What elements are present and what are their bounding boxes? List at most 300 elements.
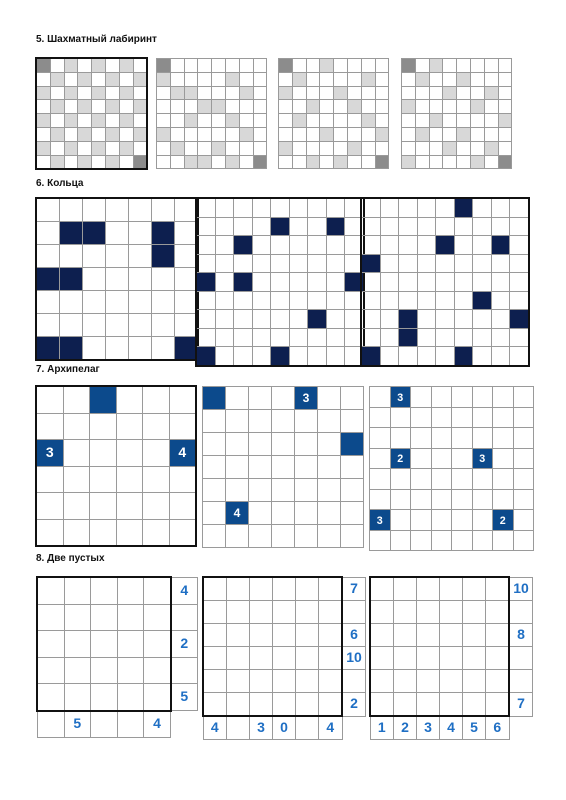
grid-cell[interactable] xyxy=(215,273,234,292)
grid-cell[interactable] xyxy=(341,479,364,502)
grid-cell[interactable] xyxy=(440,624,463,647)
grid-cell[interactable] xyxy=(37,100,51,114)
grid-cell[interactable] xyxy=(361,114,375,128)
grid-cell[interactable] xyxy=(380,217,399,236)
grid-cell[interactable] xyxy=(273,647,296,670)
grid-cell[interactable] xyxy=(417,693,440,717)
grid-cell[interactable] xyxy=(91,684,118,711)
grid-cell[interactable] xyxy=(498,100,512,114)
grid-cell[interactable] xyxy=(295,433,318,456)
grid-cell[interactable] xyxy=(226,525,249,548)
grid-cell[interactable] xyxy=(394,647,417,670)
grid-cell[interactable] xyxy=(226,387,249,410)
grid-cell[interactable] xyxy=(152,337,175,360)
grid-cell[interactable] xyxy=(37,337,60,360)
grid-cell[interactable] xyxy=(203,525,226,548)
grid-cell[interactable] xyxy=(362,273,381,292)
grid-cell[interactable] xyxy=(394,693,417,717)
grid-cell[interactable] xyxy=(440,693,463,717)
grid-cell[interactable] xyxy=(170,127,184,141)
grid-cell[interactable] xyxy=(431,448,452,469)
grid-cell[interactable] xyxy=(252,199,271,218)
grid-cell[interactable] xyxy=(78,100,92,114)
grid-cell[interactable] xyxy=(443,100,457,114)
grid-cell[interactable] xyxy=(341,525,364,548)
grid-cell[interactable] xyxy=(362,291,381,310)
grid-cell[interactable] xyxy=(399,273,418,292)
grid-cell[interactable] xyxy=(64,86,78,100)
grid-cell[interactable] xyxy=(198,59,212,73)
grid-cell[interactable] xyxy=(252,347,271,366)
grid-cell[interactable] xyxy=(362,310,381,329)
grid-cell[interactable] xyxy=(380,254,399,273)
grid-cell[interactable] xyxy=(289,236,308,255)
grid-cell[interactable] xyxy=(133,86,147,100)
grid-cell[interactable] xyxy=(457,100,471,114)
grid-cell[interactable] xyxy=(452,510,473,531)
grid-cell[interactable] xyxy=(144,604,171,631)
grid-cell[interactable] xyxy=(129,268,152,291)
grid-cell[interactable] xyxy=(411,510,432,531)
grid-cell[interactable] xyxy=(143,466,170,493)
grid-cell[interactable] xyxy=(472,428,493,449)
grid-cell[interactable] xyxy=(289,217,308,236)
grid-cell[interactable] xyxy=(472,530,493,551)
grid-cell[interactable] xyxy=(133,155,147,169)
grid-cell[interactable] xyxy=(198,141,212,155)
grid-cell[interactable] xyxy=(486,693,510,717)
grid-cell[interactable] xyxy=(454,199,473,218)
grid-cell[interactable] xyxy=(184,86,198,100)
grid-cell[interactable] xyxy=(78,127,92,141)
grid-cell[interactable] xyxy=(436,347,455,366)
grid-cell[interactable] xyxy=(249,479,272,502)
grid-cell[interactable] xyxy=(463,647,486,670)
grid-cell[interactable] xyxy=(472,448,493,469)
grid-cell[interactable] xyxy=(491,291,510,310)
grid-cell[interactable] xyxy=(491,217,510,236)
grid-cell[interactable] xyxy=(250,670,273,693)
grid-cell[interactable] xyxy=(272,479,295,502)
grid-cell[interactable] xyxy=(292,100,306,114)
grid-cell[interactable] xyxy=(454,347,473,366)
grid-cell[interactable] xyxy=(37,59,51,73)
grid-cell[interactable] xyxy=(320,114,334,128)
grid-cell[interactable] xyxy=(289,199,308,218)
grid-cell[interactable] xyxy=(457,127,471,141)
grid-cell[interactable] xyxy=(116,387,143,414)
grid-cell[interactable] xyxy=(390,428,411,449)
grid-cell[interactable] xyxy=(498,86,512,100)
grid-cell[interactable] xyxy=(197,273,216,292)
grid-cell[interactable] xyxy=(215,217,234,236)
grid-cell[interactable] xyxy=(399,347,418,366)
grid-cell[interactable] xyxy=(203,577,227,601)
grid-cell[interactable] xyxy=(119,59,133,73)
grid-cell[interactable] xyxy=(239,114,253,128)
grid-cell[interactable] xyxy=(253,72,267,86)
grid-cell[interactable] xyxy=(92,100,106,114)
grid-cell[interactable] xyxy=(253,100,267,114)
grid-cell[interactable] xyxy=(184,114,198,128)
grid-cell[interactable] xyxy=(92,86,106,100)
grid-cell[interactable] xyxy=(361,72,375,86)
grid-cell[interactable] xyxy=(292,59,306,73)
grid-cell[interactable] xyxy=(271,199,290,218)
grid-cell[interactable] xyxy=(375,127,389,141)
grid-cell[interactable] xyxy=(239,100,253,114)
grid-cell[interactable] xyxy=(491,254,510,273)
grid-cell[interactable] xyxy=(375,114,389,128)
grid-cell[interactable] xyxy=(361,59,375,73)
grid-cell[interactable] xyxy=(429,127,443,141)
grid-cell[interactable] xyxy=(203,433,226,456)
grid-cell[interactable] xyxy=(170,59,184,73)
grid-cell[interactable] xyxy=(411,387,432,408)
grid-cell[interactable] xyxy=(375,72,389,86)
grid-cell[interactable] xyxy=(250,624,273,647)
grid-cell[interactable] xyxy=(64,100,78,114)
grid-cell[interactable] xyxy=(272,410,295,433)
grid-cell[interactable] xyxy=(198,86,212,100)
grid-cell[interactable] xyxy=(212,86,226,100)
grid-cell[interactable] xyxy=(308,236,327,255)
grid-cell[interactable] xyxy=(370,428,391,449)
grid-cell[interactable] xyxy=(320,155,334,169)
grid-cell[interactable] xyxy=(402,86,416,100)
grid-cell[interactable] xyxy=(198,72,212,86)
grid-cell[interactable] xyxy=(486,601,510,624)
grid-cell[interactable] xyxy=(417,217,436,236)
grid-cell[interactable] xyxy=(239,155,253,169)
grid-cell[interactable] xyxy=(399,291,418,310)
grid-cell[interactable] xyxy=(306,114,320,128)
grid-cell[interactable] xyxy=(370,647,394,670)
grid-cell[interactable] xyxy=(484,127,498,141)
grid-cell[interactable] xyxy=(411,469,432,490)
grid-cell[interactable] xyxy=(105,72,119,86)
grid-cell[interactable] xyxy=(484,86,498,100)
grid-cell[interactable] xyxy=(415,86,429,100)
grid-cell[interactable] xyxy=(436,310,455,329)
grid-cell[interactable] xyxy=(197,347,216,366)
grid-cell[interactable] xyxy=(227,601,250,624)
grid-cell[interactable] xyxy=(175,245,198,268)
grid-cell[interactable] xyxy=(252,291,271,310)
grid-cell[interactable] xyxy=(249,502,272,525)
grid-cell[interactable] xyxy=(308,199,327,218)
grid-cell[interactable] xyxy=(308,217,327,236)
grid-cell[interactable] xyxy=(318,479,341,502)
grid-cell[interactable] xyxy=(292,114,306,128)
grid-cell[interactable] xyxy=(119,100,133,114)
grid-cell[interactable] xyxy=(250,577,273,601)
grid-cell[interactable] xyxy=(289,291,308,310)
grid-cell[interactable] xyxy=(431,407,452,428)
grid-cell[interactable] xyxy=(157,127,171,141)
grid-cell[interactable] xyxy=(226,433,249,456)
grid-cell[interactable] xyxy=(454,273,473,292)
grid-cell[interactable] xyxy=(175,268,198,291)
grid-cell[interactable] xyxy=(463,577,486,601)
grid-cell[interactable] xyxy=(399,254,418,273)
grid-cell[interactable] xyxy=(234,217,253,236)
grid-cell[interactable] xyxy=(249,387,272,410)
grid-cell[interactable] xyxy=(157,155,171,169)
grid-cell[interactable] xyxy=(92,127,106,141)
grid-cell[interactable] xyxy=(252,217,271,236)
grid-cell[interactable] xyxy=(463,601,486,624)
grid-cell[interactable] xyxy=(334,114,348,128)
grid-cell[interactable] xyxy=(402,100,416,114)
grid-cell[interactable] xyxy=(362,236,381,255)
grid-cell[interactable] xyxy=(215,199,234,218)
grid-cell[interactable] xyxy=(279,127,293,141)
grid-cell[interactable] xyxy=(362,347,381,366)
grid-cell[interactable] xyxy=(472,510,493,531)
grid-cell[interactable] xyxy=(319,601,343,624)
grid-cell[interactable] xyxy=(417,670,440,693)
grid-cell[interactable] xyxy=(326,199,345,218)
grid-cell[interactable] xyxy=(119,86,133,100)
grid-cell[interactable] xyxy=(457,72,471,86)
grid-cell[interactable] xyxy=(64,127,78,141)
grid-cell[interactable] xyxy=(64,657,91,684)
grid-cell[interactable] xyxy=(157,86,171,100)
grid-cell[interactable] xyxy=(452,387,473,408)
grid-cell[interactable] xyxy=(390,510,411,531)
grid-cell[interactable] xyxy=(319,577,343,601)
grid-cell[interactable] xyxy=(37,413,64,440)
grid-cell[interactable] xyxy=(239,86,253,100)
grid-cell[interactable] xyxy=(170,141,184,155)
grid-cell[interactable] xyxy=(212,141,226,155)
grid-cell[interactable] xyxy=(320,100,334,114)
grid-cell[interactable] xyxy=(417,236,436,255)
grid-cell[interactable] xyxy=(227,624,250,647)
grid-cell[interactable] xyxy=(411,407,432,428)
grid-cell[interactable] xyxy=(484,114,498,128)
grid-cell[interactable] xyxy=(513,407,534,428)
grid-cell[interactable] xyxy=(292,72,306,86)
grid-cell[interactable] xyxy=(341,502,364,525)
grid-cell[interactable] xyxy=(37,86,51,100)
grid-cell[interactable] xyxy=(197,254,216,273)
grid-cell[interactable] xyxy=(429,86,443,100)
grid-cell[interactable] xyxy=(60,291,83,314)
grid-cell[interactable] xyxy=(37,245,60,268)
grid-cell[interactable] xyxy=(380,347,399,366)
grid-cell[interactable] xyxy=(239,72,253,86)
grid-cell[interactable] xyxy=(90,440,117,467)
grid-cell[interactable] xyxy=(306,141,320,155)
grid-cell[interactable] xyxy=(133,59,147,73)
grid-cell[interactable] xyxy=(361,86,375,100)
grid-cell[interactable] xyxy=(63,413,90,440)
grid-cell[interactable] xyxy=(361,100,375,114)
grid-cell[interactable] xyxy=(143,440,170,467)
grid-cell[interactable] xyxy=(341,456,364,479)
grid-cell[interactable] xyxy=(473,254,492,273)
grid-cell[interactable] xyxy=(250,601,273,624)
grid-cell[interactable] xyxy=(63,519,90,546)
grid-cell[interactable] xyxy=(225,100,239,114)
grid-cell[interactable] xyxy=(143,413,170,440)
grid-cell[interactable] xyxy=(484,100,498,114)
grid-cell[interactable] xyxy=(197,310,216,329)
grid-cell[interactable] xyxy=(402,72,416,86)
grid-cell[interactable] xyxy=(510,217,529,236)
grid-cell[interactable] xyxy=(253,59,267,73)
grid-cell[interactable] xyxy=(513,448,534,469)
grid-cell[interactable] xyxy=(119,72,133,86)
grid-cell[interactable] xyxy=(119,155,133,169)
grid-cell[interactable] xyxy=(227,647,250,670)
grid-cell[interactable] xyxy=(144,657,171,684)
grid-cell[interactable] xyxy=(399,310,418,329)
grid-cell[interactable] xyxy=(91,577,118,604)
grid-cell[interactable] xyxy=(105,155,119,169)
grid-cell[interactable] xyxy=(510,199,529,218)
grid-cell[interactable] xyxy=(334,72,348,86)
grid-cell[interactable] xyxy=(370,601,394,624)
grid-cell[interactable] xyxy=(486,624,510,647)
grid-cell[interactable] xyxy=(486,577,510,601)
grid-cell[interactable] xyxy=(306,86,320,100)
grid-cell[interactable] xyxy=(318,456,341,479)
grid-cell[interactable] xyxy=(493,387,514,408)
grid-cell[interactable] xyxy=(436,328,455,347)
grid-cell[interactable] xyxy=(436,254,455,273)
grid-cell[interactable] xyxy=(83,291,106,314)
grid-cell[interactable] xyxy=(37,114,51,128)
grid-cell[interactable] xyxy=(513,510,534,531)
grid-cell[interactable] xyxy=(252,236,271,255)
grid-cell[interactable] xyxy=(472,469,493,490)
grid-cell[interactable] xyxy=(417,601,440,624)
grid-cell[interactable] xyxy=(37,268,60,291)
grid-cell[interactable] xyxy=(271,310,290,329)
grid-cell[interactable] xyxy=(60,314,83,337)
grid-cell[interactable] xyxy=(64,631,91,658)
grid-cell[interactable] xyxy=(334,141,348,155)
grid-cell[interactable] xyxy=(116,466,143,493)
grid-cell[interactable] xyxy=(63,466,90,493)
grid-cell[interactable] xyxy=(436,273,455,292)
grid-cell[interactable] xyxy=(452,428,473,449)
grid-cell[interactable] xyxy=(463,670,486,693)
grid-cell[interactable] xyxy=(252,273,271,292)
grid-cell[interactable] xyxy=(234,236,253,255)
grid-cell[interactable] xyxy=(252,310,271,329)
grid-cell[interactable] xyxy=(491,328,510,347)
grid-cell[interactable] xyxy=(292,141,306,155)
grid-cell[interactable] xyxy=(212,72,226,86)
grid-cell[interactable] xyxy=(431,387,452,408)
grid-cell[interactable] xyxy=(234,310,253,329)
grid-cell[interactable] xyxy=(203,647,227,670)
grid-cell[interactable] xyxy=(417,291,436,310)
grid-cell[interactable] xyxy=(272,387,295,410)
grid-cell[interactable] xyxy=(436,291,455,310)
grid-cell[interactable] xyxy=(417,647,440,670)
grid-cell[interactable] xyxy=(296,693,319,717)
grid-cell[interactable] xyxy=(326,328,345,347)
grid-cell[interactable] xyxy=(399,217,418,236)
grid-cell[interactable] xyxy=(272,456,295,479)
grid-cell[interactable] xyxy=(431,469,452,490)
grid-cell[interactable] xyxy=(91,604,118,631)
grid-cell[interactable] xyxy=(443,59,457,73)
grid-cell[interactable] xyxy=(452,448,473,469)
grid-cell[interactable] xyxy=(83,337,106,360)
grid-cell[interactable] xyxy=(390,489,411,510)
grid-cell[interactable] xyxy=(170,72,184,86)
grid-cell[interactable] xyxy=(225,59,239,73)
grid-cell[interactable] xyxy=(64,72,78,86)
grid-cell[interactable] xyxy=(169,413,196,440)
grid-cell[interactable] xyxy=(197,291,216,310)
grid-cell[interactable] xyxy=(143,493,170,520)
grid-cell[interactable] xyxy=(253,127,267,141)
grid-cell[interactable] xyxy=(271,347,290,366)
grid-cell[interactable] xyxy=(415,155,429,169)
grid-cell[interactable] xyxy=(334,86,348,100)
grid-cell[interactable] xyxy=(510,273,529,292)
grid-cell[interactable] xyxy=(83,314,106,337)
grid-cell[interactable] xyxy=(457,155,471,169)
grid-cell[interactable] xyxy=(380,273,399,292)
grid-cell[interactable] xyxy=(37,141,51,155)
grid-cell[interactable] xyxy=(513,530,534,551)
grid-cell[interactable] xyxy=(292,155,306,169)
grid-cell[interactable] xyxy=(279,114,293,128)
grid-cell[interactable] xyxy=(320,141,334,155)
grid-cell[interactable] xyxy=(239,127,253,141)
grid-cell[interactable] xyxy=(133,72,147,86)
grid-cell[interactable] xyxy=(234,347,253,366)
grid-cell[interactable] xyxy=(249,433,272,456)
grid-cell[interactable] xyxy=(370,510,391,531)
grid-cell[interactable] xyxy=(390,469,411,490)
grid-cell[interactable] xyxy=(64,155,78,169)
grid-cell[interactable] xyxy=(212,114,226,128)
grid-cell[interactable] xyxy=(50,155,64,169)
grid-cell[interactable] xyxy=(64,577,91,604)
grid-cell[interactable] xyxy=(457,141,471,155)
grid-cell[interactable] xyxy=(443,155,457,169)
grid-cell[interactable] xyxy=(105,141,119,155)
grid-cell[interactable] xyxy=(50,86,64,100)
grid-cell[interactable] xyxy=(50,72,64,86)
grid-cell[interactable] xyxy=(152,314,175,337)
grid-cell[interactable] xyxy=(83,222,106,245)
grid-cell[interactable] xyxy=(306,127,320,141)
grid-cell[interactable] xyxy=(116,519,143,546)
grid-cell[interactable] xyxy=(394,577,417,601)
grid-cell[interactable] xyxy=(273,624,296,647)
grid-cell[interactable] xyxy=(370,693,394,717)
grid-cell[interactable] xyxy=(37,199,60,222)
grid-cell[interactable] xyxy=(226,456,249,479)
grid-cell[interactable] xyxy=(175,222,198,245)
grid-cell[interactable] xyxy=(473,347,492,366)
grid-cell[interactable] xyxy=(225,127,239,141)
grid-cell[interactable] xyxy=(394,624,417,647)
grid-cell[interactable] xyxy=(106,291,129,314)
grid-cell[interactable] xyxy=(436,199,455,218)
grid-cell[interactable] xyxy=(326,217,345,236)
